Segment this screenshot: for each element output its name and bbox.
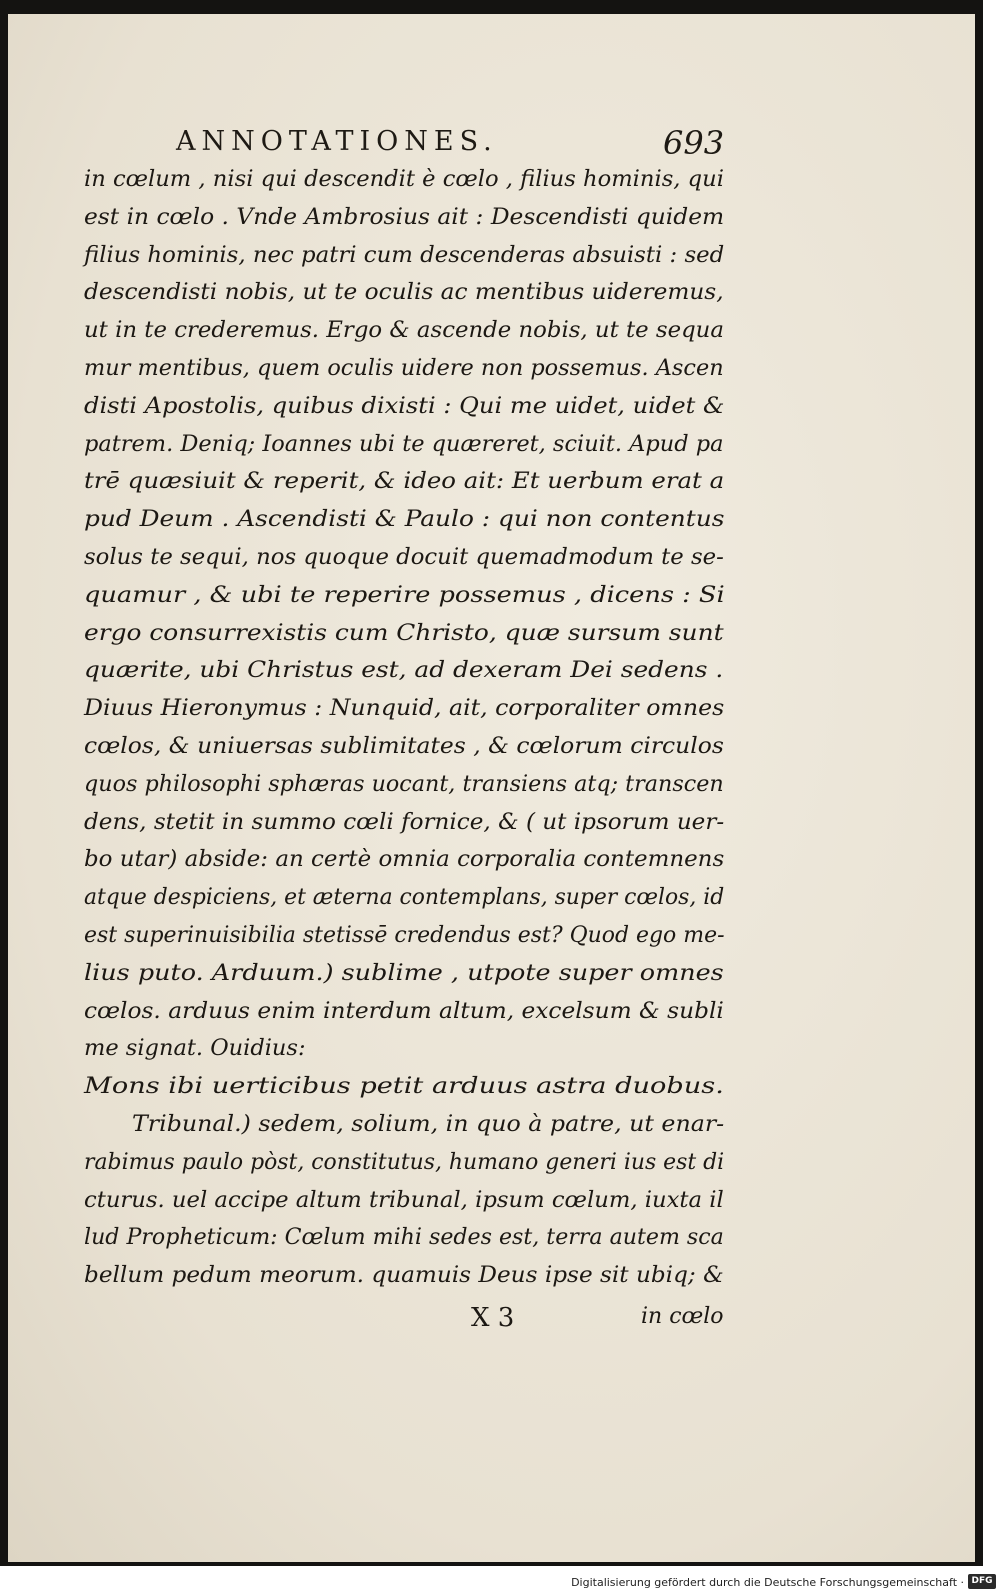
text-line: cturus. uel accipe altum tribunal, ipsum cœlum, iuxta il xyxy=(84,1186,724,1213)
text-line: patrem. Deniq; Ioannes ubi te quæreret, sciuit. Apud pa xyxy=(84,430,724,457)
text-line: disti Apostolis, quibus dixisti : Qui me uidet, uidet & xyxy=(84,392,725,419)
text-line: pud Deum . Ascendisti & Paulo : qui non contentus xyxy=(84,506,725,533)
text-line: bo utar) abside: an certè omnia corporalia contemnens xyxy=(84,846,725,873)
book-page xyxy=(8,14,975,1562)
text-line: cœlos, & uniuersas sublimitates , & cœlorum circulos xyxy=(84,733,724,759)
text-line: dens, stetit in summo cœli fornice, & ( ut ipsorum uer- xyxy=(84,808,725,835)
catchword: in cœlo xyxy=(641,1304,724,1329)
text-line: atque despiciens, et æterna contemplans, super cœlos, id xyxy=(84,884,725,911)
text-line: quærite, ubi Christus est, ad dexeram Dei sedens . xyxy=(84,657,724,684)
text-line: quamur , & ubi te reperire possemus , dicens : Si xyxy=(84,581,725,608)
text-line: ut in te crederemus. Ergo & ascende nobis, ut te sequa xyxy=(84,317,724,344)
text-line: Mons ibi uerticibus petit arduus astra duobus. xyxy=(84,1073,724,1100)
text-line: rabimus paulo pòst, constitutus, humano generi ius est di xyxy=(84,1148,725,1175)
page-number: 693 xyxy=(663,124,725,162)
text-line: descendisti nobis, ut te oculis ac mentibus uideremus, xyxy=(84,279,724,306)
digitization-credit: Digitalisierung gefördert durch die Deutsche Forschungsgemeinschaft · xyxy=(571,1576,964,1589)
text-line: me signat. Ouidius: xyxy=(84,1035,306,1062)
text-line: Diuus Hieronymus : Nunquid, ait, corporaliter omnes xyxy=(84,695,725,722)
text-line: Tribunal.) sedem, solium, in quo à patre, ut enar- xyxy=(132,1111,725,1137)
text-line: trē quæsiuit & reperit, & ideo ait: Et uerbum erat a xyxy=(84,468,725,495)
text-line: est in cœlo . Vnde Ambrosius ait : Descendisti quidem xyxy=(84,203,725,230)
text-line: solus te sequi, nos quoque docuit quemadmodum te se- xyxy=(84,544,724,570)
text-line: mur mentibus, quem oculis uidere non possemus. Ascen xyxy=(84,355,724,381)
running-head: ANNOTATIONES. xyxy=(176,126,498,157)
text-line: est superinuisibilia stetissē credendus est? Quod ego me- xyxy=(84,922,725,948)
signature-mark: X 3 xyxy=(471,1303,515,1333)
dfg-logo: DFG xyxy=(968,1574,996,1589)
text-line: quos philosophi sphæras uocant, transiens atq; transcen xyxy=(84,770,724,797)
text-line: cœlos. arduus enim interdum altum, excelsum & subli xyxy=(84,997,724,1024)
text-line: lud Propheticum: Cœlum mihi sedes est, terra autem sca xyxy=(84,1224,724,1251)
text-line: filius hominis, nec patri cum descenderas absuisti : sed xyxy=(84,241,725,268)
text-line: lius puto. Arduum.) sublime , utpote super omnes xyxy=(84,959,724,986)
text-line: bellum pedum meorum. quamuis Deus ipse sit ubiq; & xyxy=(84,1262,724,1289)
text-line: in cœlum , nisi qui descendit è cœlo , filius hominis, qui xyxy=(84,166,724,192)
text-line: ergo consurrexistis cum Christo, quæ sursum sunt xyxy=(84,619,724,646)
